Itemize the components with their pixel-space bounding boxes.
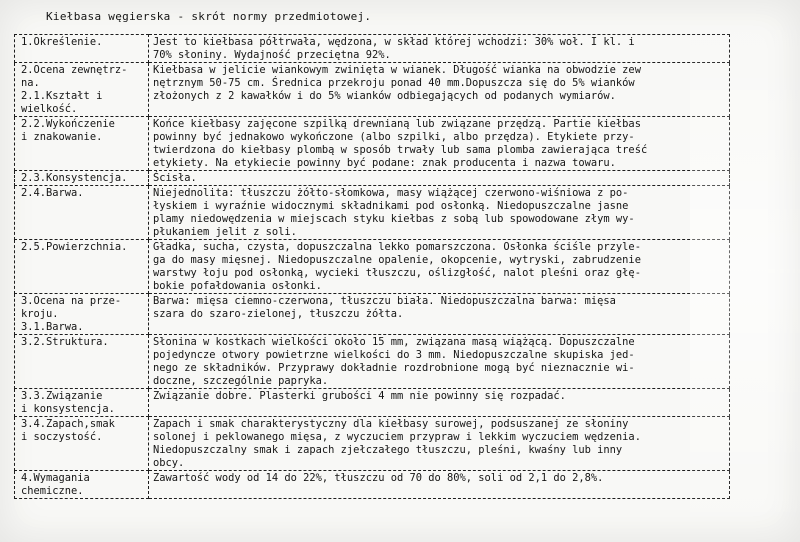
row-description-line: Końce kiełbasy zajęcone szpilką drewnianą lub związane przędzą. Partie kiełbas: [153, 118, 641, 130]
row-label-line: 2.1.Kształt i: [21, 90, 103, 102]
row-label-line: 2.4.Barwa.: [21, 187, 84, 199]
row-description-line: Ścisła.: [153, 172, 197, 184]
row-description-line: Gładka, sucha, czysta, dopuszczalna lekko pomarszczona. Osłonka ściśle przyle-: [153, 241, 641, 253]
row-label-cell: [15, 471, 149, 499]
row-description-cell: [149, 117, 730, 171]
row-label-line: 1.Określenie.: [21, 36, 103, 48]
row-label-line: chemiczne.: [21, 485, 84, 497]
row-label-line: 3.1.Barwa.: [21, 321, 84, 333]
row-description-cell: [149, 186, 730, 240]
row-label-line: i soczystość.: [21, 431, 103, 443]
row-description-line: powinny być jednakowo wykończone (albo szpilki, albo przędza). Etykiete przy-: [153, 131, 635, 143]
row-label-line: i znakowanie.: [21, 131, 103, 143]
table-row: [15, 335, 730, 389]
row-label-cell: [15, 240, 149, 294]
table-row: [15, 117, 730, 171]
row-label-cell: [15, 294, 149, 335]
row-label-cell: [15, 186, 149, 240]
row-description-cell: [149, 171, 730, 186]
row-description-line: etykiety. Na etykiecie powinny być podane: znak producenta i nazwa towaru.: [153, 157, 616, 169]
row-label-line: 3.3.Związanie: [21, 390, 103, 402]
row-description-line: Barwa: mięsa ciemno-czerwona, tłuszczu biała. Niedopuszczalna barwa: mięsa: [153, 295, 616, 307]
table-row: [15, 471, 730, 499]
row-description-cell: [149, 294, 730, 335]
table-row: [15, 35, 730, 63]
row-label-cell: [15, 335, 149, 389]
row-description-cell: [149, 63, 730, 117]
row-label-line: 2.5.Powierzchnia.: [21, 241, 128, 253]
row-description-line: solonej i peklowanego mięsa, z wyczuciem przypraw i lekkim wyczuciem wędzenia.: [153, 431, 641, 443]
row-description-line: twierdzona do kiełbasy plombą w sposób trwały lub sama plomba zawierająca treść: [153, 144, 648, 156]
row-description-line: Związanie dobre. Plasterki grubości 4 mm nie powinny się rozpadać.: [153, 390, 566, 402]
row-label-line: na.: [21, 77, 40, 89]
specification-table-body: [15, 35, 730, 499]
row-description-line: złożonych z 2 kawałków i do 5% wianków odbiegających od podanych wymiarów.: [153, 90, 616, 102]
row-description-line: płukaniem jelit z soli.: [153, 226, 297, 238]
table-row: [15, 294, 730, 335]
row-description-line: 70% słoniny. Wydajność przeciętna 92%.: [153, 49, 391, 61]
row-label-line: 2.3.Konsystencja.: [21, 172, 128, 184]
table-row: [15, 171, 730, 186]
row-description-line: obcy.: [153, 457, 185, 469]
row-label-cell: [15, 35, 149, 63]
row-description-cell: [149, 240, 730, 294]
row-description-line: warstwy łoju pod osłonką, wycieki tłuszczu, oślizgłość, nalot pleśni oraz głę-: [153, 267, 641, 279]
document-title: Kiełbasa węgierska - skrót normy przedmiotowej.: [46, 10, 372, 23]
table-row: [15, 186, 730, 240]
row-label-cell: [15, 171, 149, 186]
table-row: [15, 417, 730, 471]
row-description-cell: [149, 389, 730, 417]
row-label-cell: [15, 117, 149, 171]
row-label-cell: [15, 389, 149, 417]
row-description-line: nego ze składników. Przyprawy dokładnie rozdrobnione mogą być nieznacznie wi-: [153, 362, 635, 374]
row-description-cell: [149, 417, 730, 471]
row-description-line: plamy niedowędzenia w miejscach styku kiełbas z sobą lub spowodowane złym wy-: [153, 213, 635, 225]
row-description-line: Zapach i smak charakterystyczny dla kiełbasy surowej, podsuszanej ze słoniny: [153, 418, 629, 430]
table-row: [15, 240, 730, 294]
row-label-cell: [15, 63, 149, 117]
row-description-line: Kiełbasa w jelicie wiankowym zwinięta w wianek. Długość wianka na obwodzie zew: [153, 64, 641, 76]
row-description-line: bokie pofałdowania osłonki.: [153, 280, 322, 292]
table-row: [15, 389, 730, 417]
row-description-line: ga do masy mięsnej. Niedopuszczalne opalenie, okopcenie, wytryski, zabrudzenie: [153, 254, 641, 266]
specification-table: [14, 34, 730, 499]
row-description-line: Niedopuszczalny smak i zapach zjełczałego tłuszczu, pleśni, kwaśny lub inny: [153, 444, 623, 456]
row-label-line: wielkość.: [21, 103, 78, 115]
row-label-line: i konsystencja.: [21, 403, 115, 415]
row-label-line: 4.Wymagania: [21, 472, 90, 484]
row-label-line: 3.Ocena na prze-: [21, 295, 122, 307]
row-description-line: Zawartość wody od 14 do 22%, tłuszczu od 70 do 80%, soli od 2,1 do 2,8%.: [153, 472, 604, 484]
row-description-line: Niejednolita: tłuszczu żółto-słomkowa, masy wiążącej czerwono-wiśniowa z po-: [153, 187, 629, 199]
row-description-cell: [149, 35, 730, 63]
row-label-line: 3.4.Zapach,smak: [21, 418, 115, 430]
row-description-line: nętrznym 50-75 cm. Średnica przekroju ponad 40 mm.Dopuszcza się do 5% wianków: [153, 77, 635, 89]
row-label-line: kroju.: [21, 308, 59, 320]
row-label-line: 2.Ocena zewnętrz-: [21, 64, 128, 76]
row-description-line: Jest to kiełbasa półtrwała, wędzona, w skład której wchodzi: 30% woł. I kl. i: [153, 36, 635, 48]
row-description-cell: [149, 335, 730, 389]
row-description-line: doczne, szczególnie papryka.: [153, 375, 329, 387]
row-label-cell: [15, 417, 149, 471]
row-description-line: Słonina w kostkach wielkości około 15 mm, związana masą wiążącą. Dopuszczalne: [153, 336, 635, 348]
row-label-line: 3.2.Struktura.: [21, 336, 109, 348]
row-label-line: 2.2.Wykończenie: [21, 118, 115, 130]
row-description-cell: [149, 471, 730, 499]
row-description-line: pojedyncze otwory powietrzne wielkości do 3 mm. Niedopuszczalne skupiska jed-: [153, 349, 635, 361]
table-row: [15, 63, 730, 117]
row-description-line: szara do szaro-zielonej, tłuszczu żółta.: [153, 308, 404, 320]
row-description-line: łyskiem i wyraźnie widocznymi składnikami pod osłonką. Niedopuszczalne jasne: [153, 200, 629, 212]
